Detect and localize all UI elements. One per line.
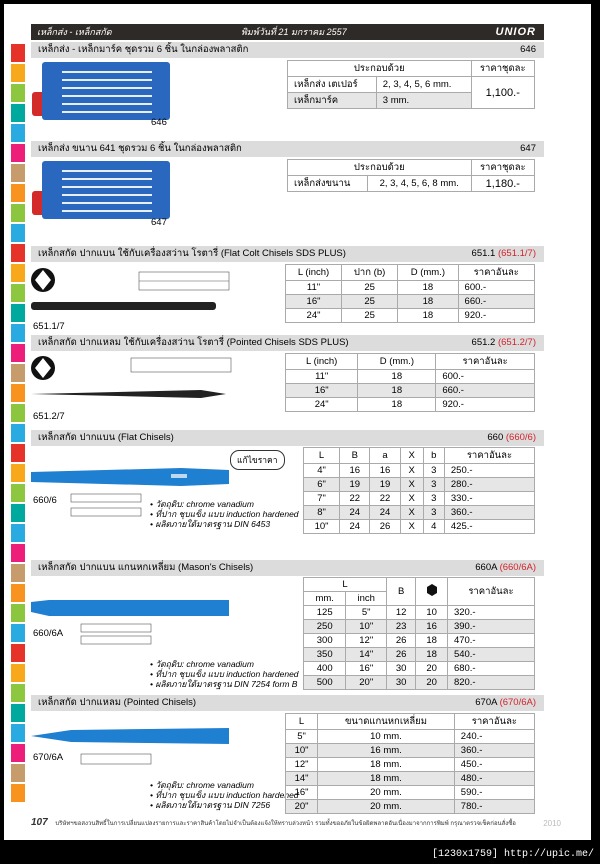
cell: 20" (286, 800, 318, 814)
cell: 10 mm. (318, 730, 455, 744)
cell: 10" (286, 744, 318, 758)
cell: 5" (286, 730, 318, 744)
code-main: 670A (475, 697, 497, 708)
col-header: ราคาชุดละ (471, 61, 534, 77)
cell: X (400, 520, 423, 534)
price-cell: 250.- (444, 464, 534, 478)
cell: 18 (358, 398, 436, 412)
tab-strip (11, 484, 25, 502)
tab-strip (11, 404, 25, 422)
product-code: 647 (520, 143, 536, 154)
section-title (31, 42, 544, 58)
cell: 10" (346, 620, 387, 634)
tab-strip (11, 784, 25, 802)
cell: 20 mm. (318, 800, 455, 814)
cell: 5" (346, 606, 387, 620)
price-cell: 425.- (444, 520, 534, 534)
spec-table (287, 159, 535, 192)
pointed-chisel-image (31, 722, 231, 772)
tab-strip (11, 224, 25, 242)
disclaimer: บริษัทฯขอสงวนสิทธิ์ในการเปลี่ยนแปลงรายการและราคาสินค้าโดยไม่จำเป็นต้องแจ้งให้ทราบล่วงหน้า รวมทั้งขออภัยในข้อผิดพลาดอันเนื่องมาจากการพิมพ์ กรุณาตรวจเช็คก่อนสั่งซื้อ (55, 821, 516, 827)
tab-strip (11, 644, 25, 662)
price-revised-bubble: แก้ไขราคา (230, 450, 285, 470)
catalog-page (4, 4, 591, 840)
cell: 20 (416, 662, 448, 676)
price-cell: 470.- (447, 634, 534, 648)
cell: 350 (304, 648, 346, 662)
tab-strip (11, 704, 25, 722)
code-main: 651.1 (471, 248, 496, 259)
col-header: b (423, 448, 444, 464)
product-code: 646 (520, 44, 536, 55)
cell: 12 (387, 606, 416, 620)
section-title-text: เหล็กส่ง - เหล็กมาร์ค ชุดรวม 6 ชิ้น ในกล่องพลาสติก (38, 44, 249, 55)
item-name: เหล็กส่งขนาน (288, 176, 368, 192)
cell: 16 (416, 620, 448, 634)
section-title-text: เหล็กส่ง ขนาน 641 ชุดรวม 6 ชิ้น ในกล่องพลาสติก (38, 143, 242, 154)
note-line: • ที่ปาก ชุบแข็ง แบบ induction hardened (150, 669, 299, 679)
cell: 26 (387, 634, 416, 648)
price-cell: 780.- (454, 800, 534, 814)
price-cell: 480.- (454, 772, 534, 786)
price-cell: 280.- (444, 478, 534, 492)
col-header: B (387, 578, 416, 606)
price-cell: 600.- (436, 370, 535, 384)
cell: 16 mm. (318, 744, 455, 758)
cell: 10 (416, 606, 448, 620)
col-header: L (304, 448, 340, 464)
image-code-label: 647 (151, 217, 167, 228)
price-cell: 820.- (447, 676, 534, 690)
spec-table (303, 447, 535, 534)
code-alt: (651.1/7) (497, 248, 536, 259)
code-main: 660A (475, 562, 497, 573)
spec-table (285, 713, 535, 814)
cell: 30 (387, 676, 416, 690)
page-footer (31, 817, 561, 828)
col-header: ราคาอันละ (454, 714, 534, 730)
image-code-label: 651.2/7 (33, 411, 65, 422)
cell: 12" (286, 758, 318, 772)
section-title (31, 141, 544, 157)
tab-strip (11, 564, 25, 582)
cell: 24" (286, 309, 342, 323)
cell: X (400, 506, 423, 520)
price-cell: 360.- (454, 744, 534, 758)
sds-pointed-chisel-image (31, 354, 236, 412)
tab-strip (11, 284, 25, 302)
spec-notes (150, 499, 299, 529)
note-line: • ที่ปาก ชุบแข็ง แบบ induction hardened (150, 790, 299, 800)
cell: 25 (342, 281, 398, 295)
page-number: 107 (31, 817, 48, 828)
cell: 19 (370, 478, 400, 492)
image-code-label: 670/6A (33, 752, 64, 763)
spec-notes (150, 780, 299, 810)
col-header: L (inch) (286, 354, 358, 370)
col-header: ราคาอันละ (444, 448, 534, 464)
tab-strip (11, 124, 25, 142)
price-cell: 600.- (458, 281, 534, 295)
cell: 25 (342, 295, 398, 309)
tab-strip (11, 764, 25, 782)
tab-strip (11, 324, 25, 342)
cell: 4 (423, 520, 444, 534)
cell: 3 (423, 492, 444, 506)
code-alt: (670/6A) (499, 697, 536, 708)
cell: 25 (342, 309, 398, 323)
code-alt: (660/6) (505, 432, 536, 443)
col-header: X (400, 448, 423, 464)
cell: 16" (286, 384, 358, 398)
cell: 20 (416, 676, 448, 690)
cell: 18 (398, 295, 458, 309)
note-line: • วัตถุดิบ: chrome vanadium (150, 659, 254, 669)
item-name: เหล็กมาร์ค (288, 93, 377, 109)
tab-strip (11, 244, 25, 262)
product-code (475, 695, 536, 711)
brand-logo: UNIOR (495, 26, 536, 38)
image-code-label: 660/6 (33, 495, 57, 506)
col-header: inch (346, 592, 387, 606)
image-code-label: 646 (151, 117, 167, 128)
tab-strip (11, 724, 25, 742)
note-line: • ผลิตภายใต้มาตรฐาน DIN 7254 form B (150, 679, 298, 689)
cell: 24 (370, 506, 400, 520)
section-title (31, 335, 544, 351)
cell: 30 (387, 662, 416, 676)
tab-strip (11, 444, 25, 462)
spec-notes (150, 659, 299, 689)
cell: 18 mm. (318, 772, 455, 786)
cell: 22 (340, 492, 370, 506)
code-main: 651.2 (471, 337, 496, 348)
tab-strip (11, 464, 25, 482)
tab-strip (11, 44, 25, 62)
cell: 10" (304, 520, 340, 534)
cell: X (400, 492, 423, 506)
col-header: L (304, 578, 387, 592)
tab-strip (11, 624, 25, 642)
tab-strip (11, 524, 25, 542)
note-line: • ผลิตภายใต้มาตรฐาน DIN 7256 (150, 800, 271, 810)
cell: 24" (286, 398, 358, 412)
cell: 16" (346, 662, 387, 676)
item-size: 3 mm. (376, 93, 471, 109)
col-header: ราคาอันละ (447, 578, 534, 606)
cell: 26 (370, 520, 400, 534)
section-title-text: เหล็กสกัด ปากแหลม (Pointed Chisels) (38, 697, 197, 708)
price-cell: 450.- (454, 758, 534, 772)
price-cell: 330.- (444, 492, 534, 506)
hexagon-icon (416, 578, 448, 606)
cell: 3 (423, 506, 444, 520)
cell: 3 (423, 464, 444, 478)
cell: 16 (340, 464, 370, 478)
tab-strip (11, 304, 25, 322)
header-category: เหล็กส่ง - เหล็กสกัด (37, 27, 112, 37)
cell: 12" (346, 634, 387, 648)
section-title (31, 430, 544, 446)
product-code (472, 335, 536, 351)
code-alt: (660/6A) (499, 562, 536, 573)
spec-table (287, 60, 535, 109)
footer-year: 2010 (543, 819, 561, 828)
page-header (31, 24, 544, 40)
col-header: ราคาอันละ (458, 265, 534, 281)
cell: 14" (346, 648, 387, 662)
price-cell: 920.- (458, 309, 534, 323)
price-cell: 360.- (444, 506, 534, 520)
cell: 16" (286, 786, 318, 800)
tab-strip (11, 84, 25, 102)
set-price: 1,180.- (471, 176, 534, 192)
code-alt: (651.2/7) (497, 337, 536, 348)
cell: 14" (286, 772, 318, 786)
spec-table (285, 264, 535, 323)
section-title-text: เหล็กสกัด ปากแบน แกนหกเหลี่ยม (Mason's Chisels) (38, 562, 254, 573)
section-title (31, 560, 544, 576)
tab-strip (11, 64, 25, 82)
tab-strip (11, 744, 25, 762)
col-header: mm. (304, 592, 346, 606)
cell: 22 (370, 492, 400, 506)
cell: 18 (398, 281, 458, 295)
code-main: 660 (487, 432, 504, 443)
col-header: D (mm.) (358, 354, 436, 370)
cell: 11" (286, 370, 358, 384)
cell: 6" (304, 478, 340, 492)
col-header: ขนาดแกนหกเหลี่ยม (318, 714, 455, 730)
tab-strip (11, 584, 25, 602)
cell: 16 (370, 464, 400, 478)
cell: 7" (304, 492, 340, 506)
cell: 18 mm. (318, 758, 455, 772)
header-print-date: พิมพ์วันที่ 21 มกราคม 2557 (241, 27, 347, 37)
price-cell: 590.- (454, 786, 534, 800)
price-cell: 390.- (447, 620, 534, 634)
cell: X (400, 478, 423, 492)
tab-strip (11, 504, 25, 522)
col-header: a (370, 448, 400, 464)
price-cell: 320.- (447, 606, 534, 620)
tab-strip (11, 604, 25, 622)
col-header: ประกอบด้วย (288, 61, 472, 77)
cell: 24 (340, 520, 370, 534)
tab-strip (11, 544, 25, 562)
tab-strip (11, 104, 25, 122)
spec-table (303, 577, 535, 690)
set-price: 1,100.- (471, 77, 534, 109)
item-name: เหล็กส่ง เตเปอร์ (288, 77, 377, 93)
sds-flat-chisel-image (31, 266, 236, 324)
image-code-label: 651.1/7 (33, 321, 65, 332)
product-code (475, 560, 536, 576)
cell: 16" (286, 295, 342, 309)
cell: X (400, 464, 423, 478)
cell: 24 (340, 506, 370, 520)
section-title-text: เหล็กสกัด ปากแบน ใช้กับเครื่องสว่าน โรตารี่ (Flat Colt Chisels SDS PLUS) (38, 248, 346, 259)
cell: 18 (358, 370, 436, 384)
price-cell: 660.- (436, 384, 535, 398)
item-size: 2, 3, 4, 5, 6 mm. (376, 77, 471, 93)
tab-strip (11, 364, 25, 382)
price-cell: 660.- (458, 295, 534, 309)
cell: 3 (423, 478, 444, 492)
cell: 500 (304, 676, 346, 690)
price-cell: 540.- (447, 648, 534, 662)
chisel-set-box-image (32, 60, 172, 122)
section-title (31, 246, 544, 262)
cell: 19 (340, 478, 370, 492)
cell: 4" (304, 464, 340, 478)
tab-strip (11, 664, 25, 682)
item-size: 2, 3, 4, 5, 6, 8 mm. (367, 176, 471, 192)
note-line: • วัตถุดิบ: chrome vanadium (150, 499, 254, 509)
note-line: • ผลิตภายใต้มาตรฐาน DIN 6453 (150, 519, 271, 529)
cell: 8" (304, 506, 340, 520)
tab-strip (11, 164, 25, 182)
note-line: • ที่ปาก ชุบแข็ง แบบ induction hardened (150, 509, 299, 519)
col-header: L (inch) (286, 265, 342, 281)
cell: 20" (346, 676, 387, 690)
cell: 250 (304, 620, 346, 634)
price-cell: 240.- (454, 730, 534, 744)
tab-strip (11, 384, 25, 402)
col-header: D (mm.) (398, 265, 458, 281)
product-code (487, 430, 536, 446)
section-title (31, 695, 544, 711)
cell: 11" (286, 281, 342, 295)
tab-strip (11, 204, 25, 222)
tab-strip (11, 684, 25, 702)
col-header: B (340, 448, 370, 464)
price-cell: 920.- (436, 398, 535, 412)
cell: 18 (398, 309, 458, 323)
cell: 26 (387, 648, 416, 662)
col-header: L (286, 714, 318, 730)
image-code-label: 660/6A (33, 628, 64, 639)
cell: 400 (304, 662, 346, 676)
col-header: ราคาอันละ (436, 354, 535, 370)
tab-strip (11, 424, 25, 442)
cell: 300 (304, 634, 346, 648)
tab-strip (11, 184, 25, 202)
cell: 125 (304, 606, 346, 620)
col-header: ประกอบด้วย (288, 160, 472, 176)
cell: 18 (416, 648, 448, 662)
color-tabs (11, 44, 25, 804)
cell: 23 (387, 620, 416, 634)
cell: 18 (416, 634, 448, 648)
col-header: ปาก (b) (342, 265, 398, 281)
section-title-text: เหล็กสกัด ปากแหลม ใช้กับเครื่องสว่าน โรตารี่ (Pointed Chisels SDS PLUS) (38, 337, 349, 348)
cell: 20 mm. (318, 786, 455, 800)
price-cell: 680.- (447, 662, 534, 676)
product-code (472, 246, 536, 262)
spec-table (285, 353, 535, 412)
punch-set-box-image (32, 159, 172, 221)
col-header: ราคาชุดละ (471, 160, 534, 176)
image-credit: [1230x1759] http://upic.me/ (431, 849, 594, 860)
tab-strip (11, 264, 25, 282)
tab-strip (11, 344, 25, 362)
note-line: • วัตถุดิบ: chrome vanadium (150, 780, 254, 790)
cell: 18 (358, 384, 436, 398)
section-title-text: เหล็กสกัด ปากแบน (Flat Chisels) (38, 432, 174, 443)
tab-strip (11, 144, 25, 162)
